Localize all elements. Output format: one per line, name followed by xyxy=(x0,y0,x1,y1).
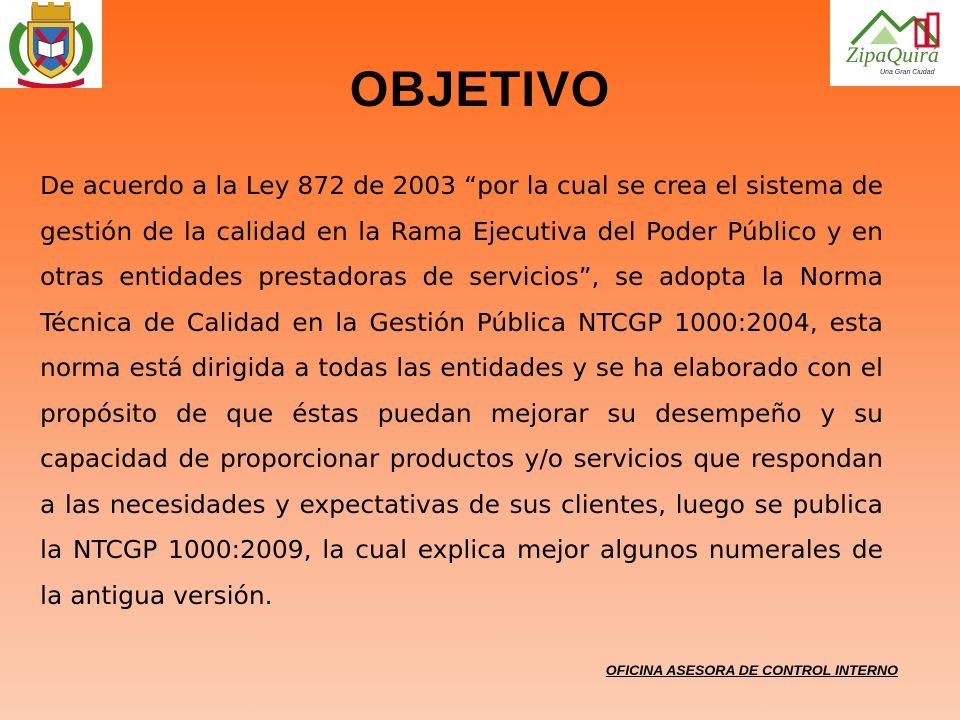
page-title: OBJETIVO xyxy=(349,61,611,117)
svg-text:Una Gran Ciudad: Una Gran Ciudad xyxy=(880,69,935,76)
footer-office-name: OFICINA ASESORA DE CONTROL INTERNO xyxy=(605,662,898,678)
svg-text:ZipaQuirá: ZipaQuirá xyxy=(846,42,939,67)
body-paragraph: De acuerdo a la Ley 872 de 2003 “por la cual se crea el sistema de gestión de la calidad en la Rama Ejecutiva del Poder Público y en otras entidades prestadoras de servicios”, se adopta la Norma Técnica de Calidad en la Gestión Pública NTCGP 1000:2004, esta norma está dirigida a todas las entidades y se ha elaborado con el propósito de que éstas puedan mejorar su desempeño y su capacidad de proporcionar productos y/o servicios que respondan a las necesidades y expectativas de sus clientes, luego se publica la NTCGP 1000:2009, la cual explica mejor algunos numerales de la antigua versión. xyxy=(40,171,883,610)
